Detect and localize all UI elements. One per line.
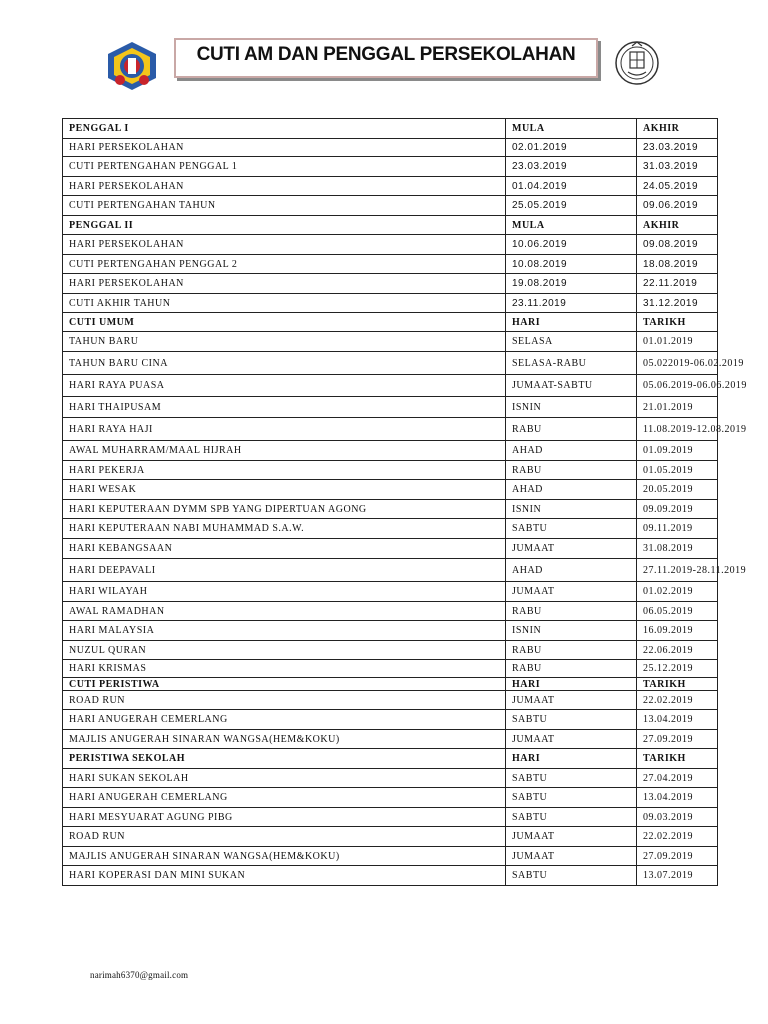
row-day-cell: JUMAAT <box>506 539 637 559</box>
row-day-cell: ISNIN <box>506 500 637 519</box>
row-label-cell: HARI KRISMAS <box>63 660 506 678</box>
column-header-cell: MULA <box>506 119 637 139</box>
row-day-cell: 02.01.2019 <box>506 139 637 157</box>
row-label-cell: HARI PERSEKOLAHAN <box>63 177 506 196</box>
row-day-cell: RABU <box>506 461 637 480</box>
row-date-cell: 22.02.2019 <box>637 691 718 710</box>
row-day-cell: ISNIN <box>506 397 637 418</box>
row-date-cell: 27.04.2019 <box>637 769 718 788</box>
row-date-cell: 23.03.2019 <box>637 139 718 157</box>
row-label-cell: HARI KOPERASI DAN MINI SUKAN <box>63 866 506 886</box>
table-row <box>63 461 718 480</box>
row-date-cell: 16.09.2019 <box>637 621 718 641</box>
row-day-cell: 23.11.2019 <box>506 294 637 313</box>
title-box <box>174 38 598 78</box>
row-day-cell: JUMAAT <box>506 847 637 866</box>
row-date-cell: 27.09.2019 <box>637 730 718 749</box>
row-day-cell: RABU <box>506 660 637 678</box>
page-header <box>0 0 768 110</box>
row-day-cell: RABU <box>506 641 637 660</box>
row-date-cell: 22.06.2019 <box>637 641 718 660</box>
row-label-cell: NUZUL QURAN <box>63 641 506 660</box>
row-label-cell: AWAL MUHARRAM/MAAL HIJRAH <box>63 441 506 461</box>
section-header-row <box>63 119 718 139</box>
row-date-cell: 22.11.2019 <box>637 274 718 294</box>
row-day-cell: ISNIN <box>506 621 637 641</box>
table-row <box>63 139 718 157</box>
row-date-cell: 31.03.2019 <box>637 157 718 177</box>
row-date-cell: 22.02.2019 <box>637 827 718 847</box>
row-label-cell: HARI MESYUARAT AGUNG PIBG <box>63 808 506 827</box>
row-label-cell: HARI WESAK <box>63 480 506 500</box>
row-date-cell: 31.12.2019 <box>637 294 718 313</box>
row-date-cell: 13.04.2019 <box>637 788 718 808</box>
row-day-cell: SABTU <box>506 866 637 886</box>
section-title-cell: PENGGAL II <box>63 216 506 235</box>
row-label-cell: HARI PERSEKOLAHAN <box>63 274 506 294</box>
table-row <box>63 730 718 749</box>
section-header-row <box>63 678 718 691</box>
table-row <box>63 235 718 255</box>
table-row <box>63 710 718 730</box>
row-date-cell: 01.01.2019 <box>637 332 718 352</box>
section-title-cell: CUTI UMUM <box>63 313 506 332</box>
row-date-cell: 09.08.2019 <box>637 235 718 255</box>
table-row <box>63 866 718 886</box>
row-label-cell: HARI ANUGERAH CEMERLANG <box>63 788 506 808</box>
row-label-cell: HARI DEEPAVALI <box>63 559 506 582</box>
row-date-cell: 01.09.2019 <box>637 441 718 461</box>
row-label-cell: HARI MALAYSIA <box>63 621 506 641</box>
row-label-cell: TAHUN BARU <box>63 332 506 352</box>
ministry-emblem-icon <box>104 40 160 92</box>
table-row <box>63 808 718 827</box>
row-label-cell: MAJLIS ANUGERAH SINARAN WANGSA(HEM&KOKU) <box>63 847 506 866</box>
row-date-cell: 13.04.2019 <box>637 710 718 730</box>
row-label-cell: AWAL RAMADHAN <box>63 602 506 621</box>
row-day-cell: JUMAAT <box>506 827 637 847</box>
schedule-table-body <box>63 119 747 886</box>
row-day-cell: SABTU <box>506 769 637 788</box>
row-day-cell: JUMAAT <box>506 730 637 749</box>
row-date-cell: 09.11.2019 <box>637 519 718 539</box>
table-row <box>63 691 718 710</box>
row-date-cell: 13.07.2019 <box>637 866 718 886</box>
table-row <box>63 274 718 294</box>
table-row <box>63 375 718 397</box>
table-row <box>63 418 718 441</box>
table-row <box>63 352 718 375</box>
table-row <box>63 660 718 678</box>
row-date-cell: 25.12.2019 <box>637 660 718 678</box>
row-day-cell: AHAD <box>506 441 637 461</box>
row-label-cell: HARI THAIPUSAM <box>63 397 506 418</box>
row-label-cell: HARI KEPUTERAAN DYMM SPB YANG DIPERTUAN AGONG <box>63 500 506 519</box>
school-crest-icon <box>614 38 660 88</box>
row-day-cell: RABU <box>506 602 637 621</box>
table-row <box>63 847 718 866</box>
column-header-cell: MULA <box>506 216 637 235</box>
row-day-cell: AHAD <box>506 480 637 500</box>
row-day-cell: 19.08.2019 <box>506 274 637 294</box>
table-row <box>63 519 718 539</box>
row-day-cell: SABTU <box>506 788 637 808</box>
table-row <box>63 480 718 500</box>
row-day-cell: JUMAAT <box>506 691 637 710</box>
row-label-cell: ROAD RUN <box>63 827 506 847</box>
row-label-cell: HARI PERSEKOLAHAN <box>63 235 506 255</box>
table-row <box>63 255 718 274</box>
column-header-cell: HARI <box>506 749 637 769</box>
row-date-cell: 09.03.2019 <box>637 808 718 827</box>
schedule-table <box>62 118 747 886</box>
row-day-cell: JUMAAT <box>506 582 637 602</box>
row-label-cell: HARI KEPUTERAAN NABI MUHAMMAD S.A.W. <box>63 519 506 539</box>
row-day-cell: SABTU <box>506 808 637 827</box>
row-label-cell: CUTI AKHIR TAHUN <box>63 294 506 313</box>
table-row <box>63 641 718 660</box>
row-date-cell: 05.06.2019-06.06.2019 <box>637 375 718 397</box>
page-title: CUTI AM DAN PENGGAL PERSEKOLAHAN <box>196 44 576 65</box>
table-row <box>63 177 718 196</box>
column-header-cell: TARIKH <box>637 678 718 691</box>
table-row <box>63 196 718 216</box>
row-day-cell: AHAD <box>506 559 637 582</box>
table-row <box>63 769 718 788</box>
row-label-cell: HARI PERSEKOLAHAN <box>63 139 506 157</box>
row-date-cell: 01.05.2019 <box>637 461 718 480</box>
row-label-cell: CUTI PERTENGAHAN PENGGAL 2 <box>63 255 506 274</box>
table-row <box>63 500 718 519</box>
table-row <box>63 332 718 352</box>
section-title-cell: PERISTIWA SEKOLAH <box>63 749 506 769</box>
row-day-cell: SELASA <box>506 332 637 352</box>
table-row <box>63 788 718 808</box>
table-row <box>63 397 718 418</box>
row-label-cell: HARI PEKERJA <box>63 461 506 480</box>
table-row <box>63 559 718 582</box>
row-date-cell: 05.022019-06.02.2019 <box>637 352 718 375</box>
row-day-cell: 23.03.2019 <box>506 157 637 177</box>
row-date-cell: 31.08.2019 <box>637 539 718 559</box>
column-header-cell: HARI <box>506 678 637 691</box>
section-header-row <box>63 313 718 332</box>
table-row <box>63 157 718 177</box>
row-date-cell: 18.08.2019 <box>637 255 718 274</box>
row-label-cell: TAHUN BARU CINA <box>63 352 506 375</box>
footer-email: narimah6370@gmail.com <box>90 970 189 980</box>
row-date-cell: 09.06.2019 <box>637 196 718 216</box>
row-day-cell: 10.06.2019 <box>506 235 637 255</box>
row-label-cell: HARI KEBANGSAAN <box>63 539 506 559</box>
row-label-cell: ROAD RUN <box>63 691 506 710</box>
section-header-row <box>63 216 718 235</box>
section-title-cell: CUTI PERISTIWA <box>63 678 506 691</box>
row-day-cell: SABTU <box>506 710 637 730</box>
row-date-cell: 21.01.2019 <box>637 397 718 418</box>
row-day-cell: SABTU <box>506 519 637 539</box>
row-date-cell: 09.09.2019 <box>637 500 718 519</box>
column-header-cell: TARIKH <box>637 749 718 769</box>
row-date-cell: 20.05.2019 <box>637 480 718 500</box>
row-date-cell: 06.05.2019 <box>637 602 718 621</box>
row-label-cell: HARI WILAYAH <box>63 582 506 602</box>
row-label-cell: HARI RAYA PUASA <box>63 375 506 397</box>
row-label-cell: CUTI PERTENGAHAN PENGGAL 1 <box>63 157 506 177</box>
table-row <box>63 441 718 461</box>
row-day-cell: 01.04.2019 <box>506 177 637 196</box>
column-header-cell: AKHIR <box>637 119 718 139</box>
row-day-cell: 25.05.2019 <box>506 196 637 216</box>
row-day-cell: SELASA-RABU <box>506 352 637 375</box>
row-label-cell: CUTI PERTENGAHAN TAHUN <box>63 196 506 216</box>
table-row <box>63 827 718 847</box>
row-day-cell: JUMAAT-SABTU <box>506 375 637 397</box>
row-label-cell: MAJLIS ANUGERAH SINARAN WANGSA(HEM&KOKU) <box>63 730 506 749</box>
row-date-cell: 27.09.2019 <box>637 847 718 866</box>
row-day-cell: RABU <box>506 418 637 441</box>
section-title-cell: PENGGAL I <box>63 119 506 139</box>
table-row <box>63 539 718 559</box>
row-label-cell: HARI RAYA HAJI <box>63 418 506 441</box>
row-label-cell: HARI ANUGERAH CEMERLANG <box>63 710 506 730</box>
row-date-cell: 11.08.2019-12.08.2019 <box>637 418 718 441</box>
row-label-cell: HARI SUKAN SEKOLAH <box>63 769 506 788</box>
table-row <box>63 294 718 313</box>
column-header-cell: HARI <box>506 313 637 332</box>
table-row <box>63 602 718 621</box>
row-date-cell: 27.11.2019-28.11.2019 <box>637 559 718 582</box>
table-row <box>63 582 718 602</box>
column-header-cell: TARIKH <box>637 313 718 332</box>
section-header-row <box>63 749 718 769</box>
column-header-cell: AKHIR <box>637 216 718 235</box>
table-row <box>63 621 718 641</box>
row-date-cell: 24.05.2019 <box>637 177 718 196</box>
row-day-cell: 10.08.2019 <box>506 255 637 274</box>
row-date-cell: 01.02.2019 <box>637 582 718 602</box>
